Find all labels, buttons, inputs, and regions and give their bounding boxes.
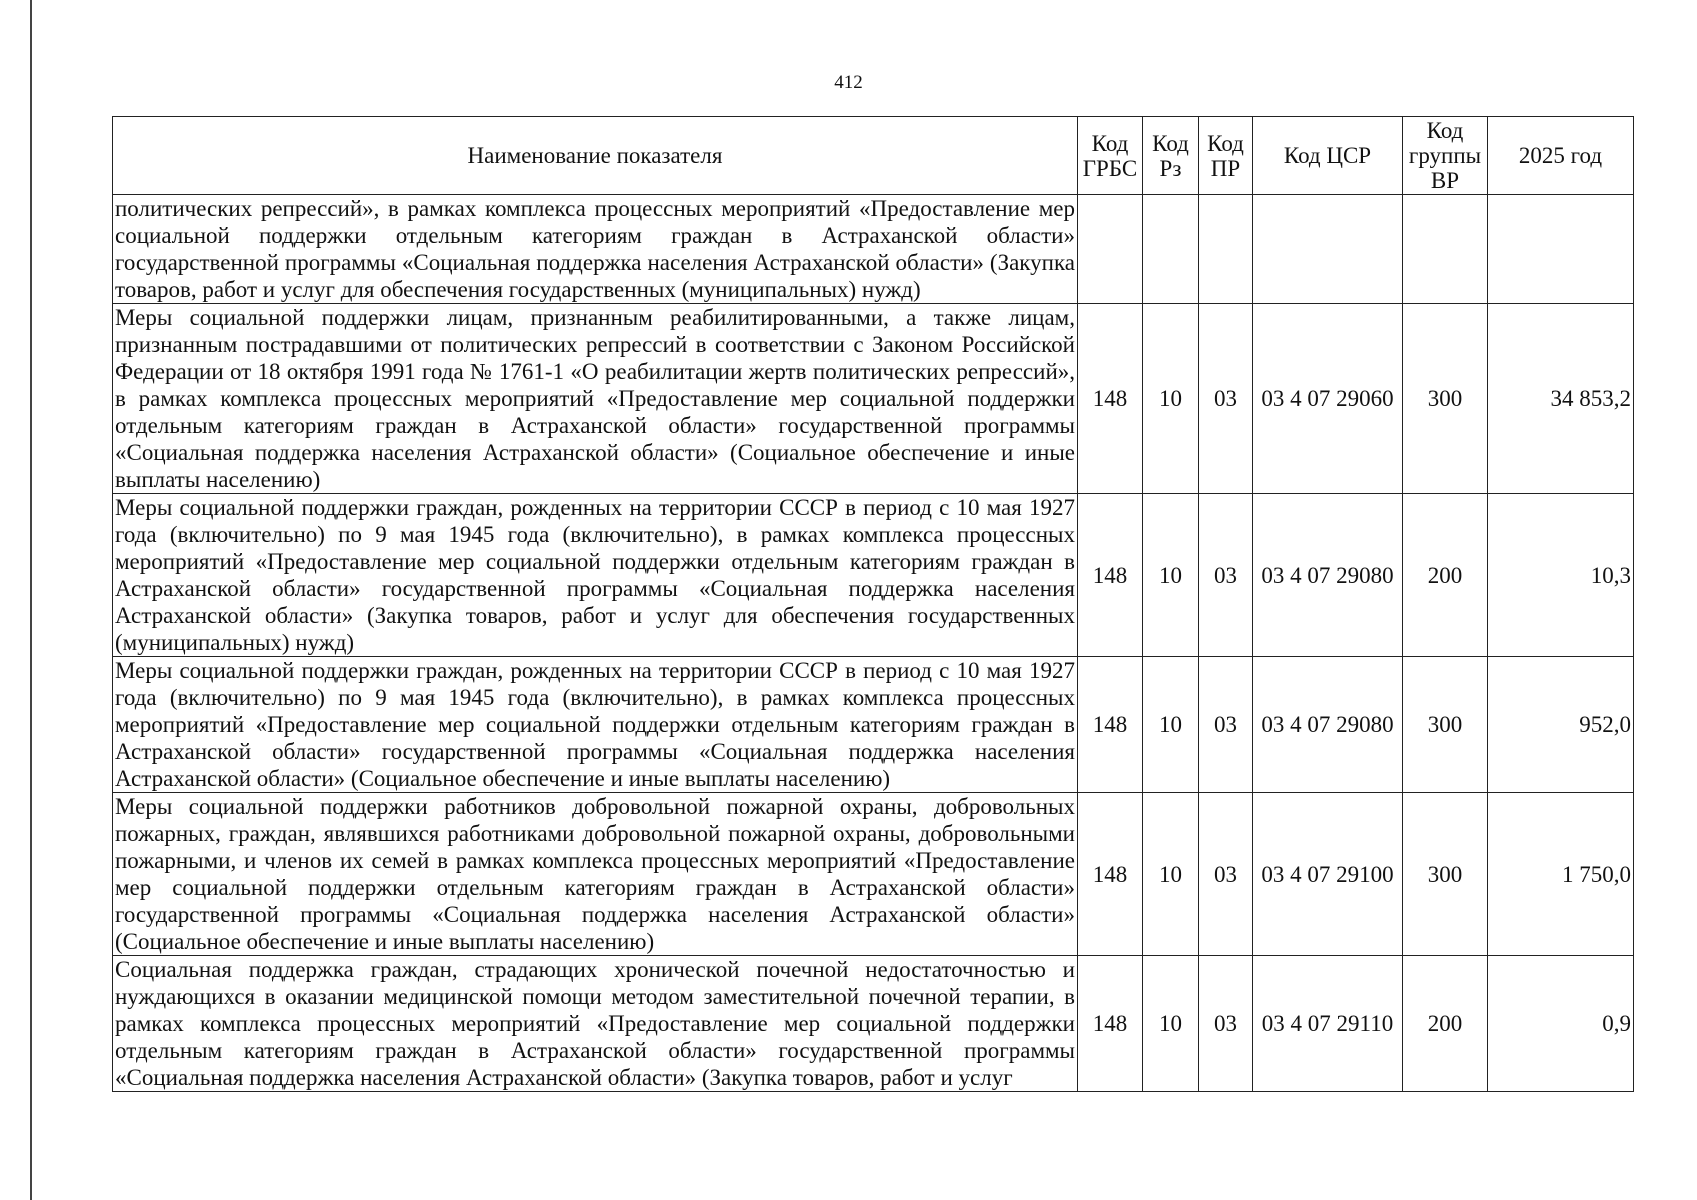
row-amount: 0,9: [1488, 956, 1634, 1092]
row-amount: 10,3: [1488, 494, 1634, 657]
row-csr: 03 4 07 29080: [1253, 494, 1403, 657]
row-vr: 200: [1403, 494, 1488, 657]
row-name: Социальная поддержка граждан, страдающих хронической почечной недостаточностью и нуждающихся в оказании медицинской помощи методом заместительной почечной терапии, в рамках комплекса процессных мероприятий «Предоставление мер социальной поддержки отдельным категориям граждан в Астраханской области» государственной программы «Социальная поддержка населения Астраханской области» (Закупка товаров, работ и услуг: [113, 956, 1078, 1092]
row-vr: 300: [1403, 304, 1488, 494]
row-rz: 10: [1143, 793, 1199, 956]
header-name: Наименование показателя: [113, 117, 1078, 195]
row-rz: 10: [1143, 956, 1199, 1092]
row-grbs: 148: [1078, 793, 1143, 956]
row-csr: 03 4 07 29100: [1253, 793, 1403, 956]
row-csr: [1253, 195, 1403, 304]
row-name: политических репрессий», в рамках комплекса процессных мероприятий «Предоставление мер социальной поддержки отдельным категориям граждан в Астраханской области» государственной программы «Социальная поддержка населения Астраханской области» (Закупка товаров, работ и услуг для обеспечения государственных (муниципальных) нужд): [113, 195, 1078, 304]
row-grbs: 148: [1078, 657, 1143, 793]
row-grbs: 148: [1078, 956, 1143, 1092]
row-csr: 03 4 07 29110: [1253, 956, 1403, 1092]
row-grbs: 148: [1078, 494, 1143, 657]
row-vr: [1403, 195, 1488, 304]
row-rz: 10: [1143, 494, 1199, 657]
table-row: [113, 956, 1634, 1092]
row-name: Меры социальной поддержки работников добровольной пожарной охраны, добровольных пожарных, граждан, являвшихся работниками добровольной пожарной охраны, добровольными пожарными, и членов их семей в рамках комплекса процессных мероприятий «Предоставление мер социальной поддержки отдельным категориям граждан в Астраханской области» государственной программы «Социальная поддержка населения Астраханской области» (Социальное обеспечение и иные выплаты населению): [113, 793, 1078, 956]
row-grbs: [1078, 195, 1143, 304]
row-grbs: 148: [1078, 304, 1143, 494]
row-name: Меры социальной поддержки граждан, рожденных на территории СССР в период с 10 мая 1927 года (включительно) по 9 мая 1945 года (включительно), в рамках комплекса процессных мероприятий «Предоставление мер социальной поддержки отдельным категориям граждан в Астраханской области» государственной программы «Социальная поддержка населения Астраханской области» (Социальное обеспечение и иные выплаты населению): [113, 657, 1078, 793]
header-rz: Код Рз: [1143, 117, 1199, 195]
row-name: Меры социальной поддержки граждан, рожденных на территории СССР в период с 10 мая 1927 года (включительно) по 9 мая 1945 года (включительно), в рамках комплекса процессных мероприятий «Предоставление мер социальной поддержки отдельным категориям граждан в Астраханской области» государственной программы «Социальная поддержка населения Астраханской области» (Закупка товаров, работ и услуг для обеспечения государственных (муниципальных) нужд): [113, 494, 1078, 657]
row-csr: 03 4 07 29060: [1253, 304, 1403, 494]
row-name: Меры социальной поддержки лицам, признанным реабилитированными, а также лицам, признанным пострадавшими от политических репрессий в соответствии с Законом Российской Федерации от 18 октября 1991 года № 1761-1 «О реабилитации жертв политических репрессий», в рамках комплекса процессных мероприятий «Предоставление мер социальной поддержки отдельным категориям граждан в Астраханской области» государственной программы «Социальная поддержка населения Астраханской области» (Социальное обеспечение и иные выплаты населению): [113, 304, 1078, 494]
row-pr: 03: [1199, 956, 1253, 1092]
header-pr: Код ПР: [1199, 117, 1253, 195]
row-vr: 300: [1403, 657, 1488, 793]
row-pr: [1199, 195, 1253, 304]
row-rz: [1143, 195, 1199, 304]
row-rz: 10: [1143, 304, 1199, 494]
row-rz: 10: [1143, 657, 1199, 793]
header-grbs: Код ГРБС: [1078, 117, 1143, 195]
table-row: [113, 195, 1634, 304]
row-csr: 03 4 07 29080: [1253, 657, 1403, 793]
row-amount: 34 853,2: [1488, 304, 1634, 494]
page-number: 412: [834, 72, 863, 93]
table-row: [113, 657, 1634, 793]
table-row: [113, 304, 1634, 494]
row-pr: 03: [1199, 793, 1253, 956]
left-margin-line: [30, 0, 32, 1200]
row-amount: 952,0: [1488, 657, 1634, 793]
row-pr: 03: [1199, 494, 1253, 657]
table-header-row: [113, 117, 1634, 195]
row-amount: [1488, 195, 1634, 304]
row-pr: 03: [1199, 657, 1253, 793]
header-year: 2025 год: [1488, 117, 1634, 195]
row-vr: 300: [1403, 793, 1488, 956]
row-pr: 03: [1199, 304, 1253, 494]
table-row: [113, 494, 1634, 657]
header-csr: Код ЦСР: [1253, 117, 1403, 195]
row-amount: 1 750,0: [1488, 793, 1634, 956]
budget-table: [112, 116, 1634, 1092]
table-row: [113, 793, 1634, 956]
row-vr: 200: [1403, 956, 1488, 1092]
header-vr: Код группы ВР: [1403, 117, 1488, 195]
